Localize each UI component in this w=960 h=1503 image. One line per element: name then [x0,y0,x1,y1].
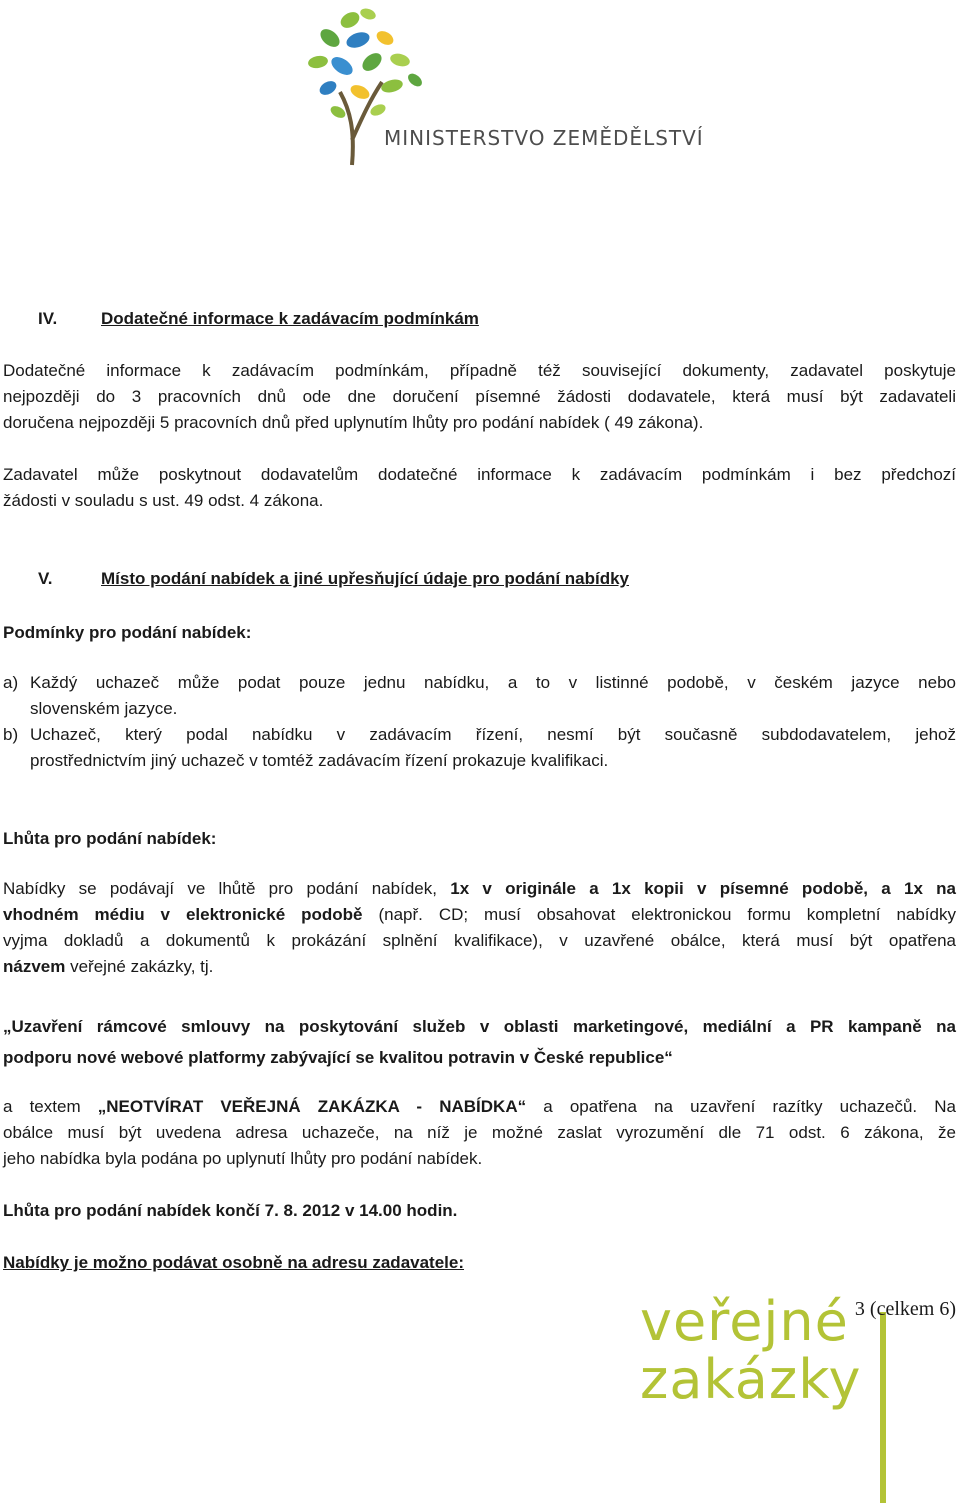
ministry-name: MINISTERSTVO ZEMĚDĚLSTVÍ [384,126,704,150]
paragraph-line: doručena nejpozději 5 pracovních dnů před uplynutím lhůty pro podání nabídek ( 49 zákona). [3,413,704,432]
text-run-bold: názvem [3,957,66,976]
section-number: V. [38,569,53,588]
paragraph-line: jeho nabídka byla podána po uplynutí lhůty pro podání nabídek. [3,1149,483,1168]
text-run: a opatřena na uzavření razítky uchazečů. Na [526,1097,956,1116]
section-title: Místo podání nabídek a jiné upřesňující údaje pro podání nabídky [101,569,630,588]
list-line: slovenském jazyce. [30,699,178,718]
section-v-heading [3,566,956,592]
ministry-logo [300,0,704,175]
text-run: veřejné zakázky, tj. [65,957,214,976]
brand-bar [880,1312,886,1503]
text-run: (např. CD; musí obsahovat elektronickou formu kompletní nabídky [362,905,956,924]
text-run-bold: „NEOTVÍRAT VEŘEJNÁ ZAKÁZKA - NABÍDKA“ [97,1097,527,1116]
paragraph-line [3,902,956,928]
text-run: Nabídky se podávají ve lhůtě pro podání nabídek, [3,879,451,898]
paragraph-line: Dodatečné informace k zadávacím podmínkám, případně též související dokumenty, zadavatel poskytuje [3,361,956,380]
deadline-end: Lhůta pro podání nabídek končí 7. 8. 2012 v 14.00 hodin. [3,1201,458,1220]
list-line: Uchazeč, který podal nabídku v zadávacím řízení, nesmí být současně subdodavatelem, jehož [30,725,956,744]
text-run-bold: vhodném médiu v elektronické podobě [3,905,363,924]
text-run: a textem [3,1097,98,1116]
contract-title-line: podporu nové webové platformy zabývající se kvalitou potravin v České republice“ [3,1048,673,1067]
text-run-bold: 1x v originále a 1x kopii v písemné podobě, a 1x na [450,879,956,898]
personal-delivery-heading: Nabídky je možno podávat osobně na adresu zadavatele: [3,1253,465,1272]
contract-title-line: „Uzavření rámcové smlouvy na poskytování služeb v oblasti marketingové, mediální a PR kampaně na [3,1017,956,1036]
paragraph-line [3,954,956,980]
list-label: a) [3,673,19,692]
section-number: IV. [38,309,58,328]
section-iv-heading [3,306,956,332]
verejne-zakazky-logo [640,1290,880,1446]
list-line: Každý uchazeč může podat pouze jednu nabídku, a to v listinné podobě, v českém jazyce nebo [30,673,956,692]
paragraph-line: obálce musí být uvedena adresa uchazeče, na níž je možné zaslat vyrozumění dle 71 odst. 6 zákona, že [3,1123,956,1142]
paragraph-line: žádosti v souladu s ust. 49 odst. 4 zákona. [3,491,324,510]
list-line: prostřednictvím jiný uchazeč v tomtéž zadávacím řízení prokazuje kvalifikaci. [30,751,609,770]
paragraph-line: vyjma dokladů a dokumentů k prokázání splnění kvalifikace), v uzavřené obálce, která musí být opatřena [3,931,956,950]
conditions-heading: Podmínky pro podání nabídek: [3,623,252,642]
list-label: b) [3,725,19,744]
paragraph-line [3,1094,956,1120]
brand-line: veřejné [640,1290,849,1353]
deadline-heading: Lhůta pro podání nabídek: [3,829,217,848]
paragraph-line: nejpozději do 3 pracovních dnů ode dne doručení písemné žádosti dodavatele, která musí být zadavateli [3,387,956,406]
paragraph-line [3,876,956,902]
page-number: 3 (celkem 6) [854,1298,956,1320]
section-title: Dodatečné informace k zadávacím podmínkám [101,309,479,328]
paragraph-line: Zadavatel může poskytnout dodavatelům dodatečné informace k zadávacím podmínkám i bez předchozí [3,465,956,484]
brand-line: zakázky [640,1348,862,1411]
